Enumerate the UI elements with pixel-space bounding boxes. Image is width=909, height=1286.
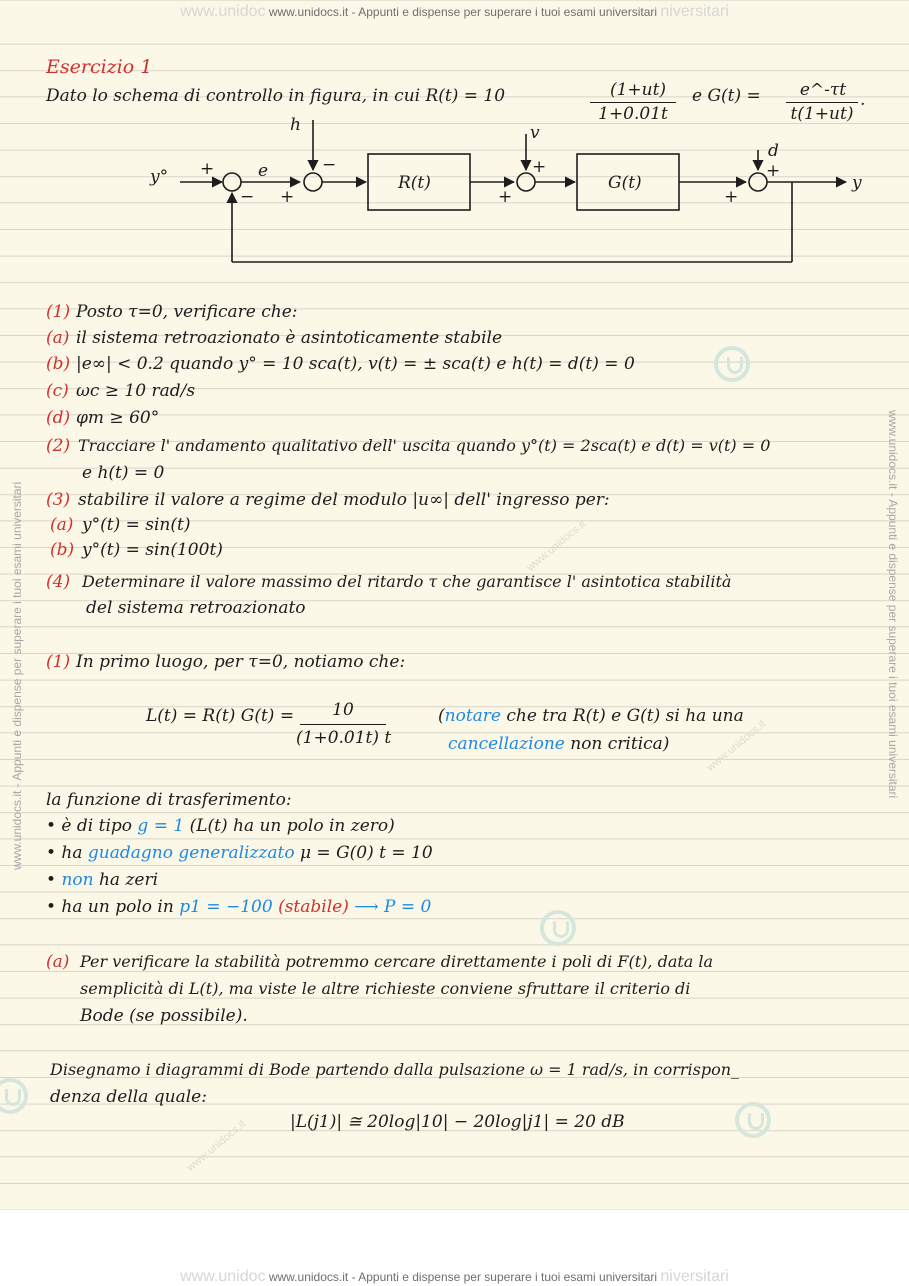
note-rest: che tra R(t) e G(t) si ha una xyxy=(506,706,744,726)
watermark-ghost-right-bottom: niversitari xyxy=(660,1268,729,1285)
watermark-faint: www.unidocs.it xyxy=(704,718,769,774)
bullet-highlight: P = 0 xyxy=(384,897,432,917)
diagram-sign: + xyxy=(724,187,739,207)
watermark-left: www.unidocs.it - Appunti e dispense per superare i tuoi esami universitari xyxy=(10,481,24,870)
bode-text: Disegnamo i diagrammi di Bode partendo dalla pulsazione ω = 1 rad/s, in corrispon_ xyxy=(50,1060,739,1079)
unidocs-logo-icon xyxy=(714,346,750,382)
bullet-zeros xyxy=(46,870,158,890)
diagram-sign: + xyxy=(532,157,547,177)
diagram-sign: − xyxy=(240,187,255,207)
bullet-type xyxy=(46,816,395,836)
unidocs-logo-icon xyxy=(735,1102,771,1138)
question-label: (4) xyxy=(46,572,71,592)
question-label: (b) xyxy=(50,540,75,560)
question-text: e h(t) = 0 xyxy=(82,463,165,483)
bullet-text: • ha xyxy=(46,843,83,863)
solution-text: Bode (se possibile). xyxy=(80,1006,248,1026)
question-label: (b) xyxy=(46,354,71,374)
question-text: il sistema retroazionato è asintoticamente stabile xyxy=(76,328,503,348)
g-numerator: e^-τt xyxy=(799,80,847,100)
question-label: (1) xyxy=(46,302,71,322)
question-label: (d) xyxy=(46,408,71,428)
watermark-top[interactable] xyxy=(0,3,909,21)
question-text: |e∞| < 0.2 quando y° = 10 sca(t), v(t) = ± sca(t) e h(t) = d(t) = 0 xyxy=(76,354,635,374)
watermark-top-text: www.unidocs.it - Appunti e dispense per superare i tuoi esami universitari xyxy=(268,5,658,19)
l-denominator: (1+0.01t) t xyxy=(296,728,392,748)
note-line2 xyxy=(448,734,669,754)
intro-period: . xyxy=(860,90,866,110)
arrow-icon: ⟶ xyxy=(354,897,379,917)
watermark-faint: www.unidocs.it xyxy=(184,1118,249,1174)
watermark-ghost-left-bottom: www.unidoc xyxy=(180,1268,266,1285)
bullet-highlight: g = 1 xyxy=(137,816,185,836)
r-fraction-bar xyxy=(590,102,676,103)
bullet-gain xyxy=(46,843,433,863)
diagram-d-label: d xyxy=(768,141,779,161)
watermark-ghost-left: www.unidoc xyxy=(180,3,266,20)
solution-text: Per verificare la stabilità potremmo cercare direttamente i poli di F(t), data la xyxy=(80,952,714,971)
intro-and: e G(t) = xyxy=(692,86,761,106)
note-line1 xyxy=(438,706,744,726)
l-equation: L(t) = R(t) G(t) = xyxy=(146,706,295,726)
question-text: φm ≥ 60° xyxy=(76,408,160,428)
question-text: stabilire il valore a regime del modulo |u∞| dell' ingresso per: xyxy=(78,490,610,510)
solution-label: (a) xyxy=(46,952,70,972)
r-denominator: 1+0.01t xyxy=(598,104,668,124)
l-fraction-bar xyxy=(300,724,386,725)
g-denominator: t(1+ut) xyxy=(790,104,854,124)
bullet-highlight: non xyxy=(61,870,94,890)
diagram-input-label: y° xyxy=(150,167,169,187)
solution-text: semplicità di L(t), ma viste le altre richieste conviene sfruttare il criterio di xyxy=(80,979,691,998)
note-rest: non critica) xyxy=(570,734,670,754)
diagram-sign: + xyxy=(498,187,513,207)
diagram-block-r: R(t) xyxy=(398,173,431,193)
question-text: y°(t) = sin(100t) xyxy=(82,540,223,560)
question-label: (c) xyxy=(46,381,69,401)
question-text: ωc ≥ 10 rad/s xyxy=(76,381,196,401)
bullet-highlight: guadagno generalizzato xyxy=(87,843,295,863)
bullet-text: • ha un polo in xyxy=(46,897,174,917)
intro-text: Dato lo schema di controllo in figura, in cui R(t) = 10 xyxy=(46,86,506,106)
diagram-block-g: G(t) xyxy=(608,173,642,193)
question-text: Tracciare l' andamento qualitativo dell' uscita quando y°(t) = 2sca(t) e d(t) = v(t) = 0 xyxy=(78,436,771,455)
bullet-highlight: p1 = −100 xyxy=(179,897,273,917)
bullet-text: ha zeri xyxy=(98,870,159,890)
question-label: (a) xyxy=(46,328,70,348)
diagram-output-label: y xyxy=(852,173,862,193)
question-text: del sistema retroazionato xyxy=(86,598,306,618)
bullet-text: μ = G(0) t = 10 xyxy=(299,843,433,863)
diagram-sign: + xyxy=(766,161,781,181)
watermark-bottom-text: www.unidocs.it - Appunti e dispense per superare i tuoi esami universitari xyxy=(268,1270,658,1284)
question-text: Determinare il valore massimo del ritardo τ che garantisce l' asintotica stabilità xyxy=(82,572,732,591)
diagram-h-label: h xyxy=(290,115,301,135)
solution-label: (1) xyxy=(46,652,71,672)
watermark-ghost-right: niversitari xyxy=(660,3,729,20)
question-label: (3) xyxy=(46,490,71,510)
solution-text: In primo luogo, per τ=0, notiamo che: xyxy=(76,652,406,672)
bullet-red: (stabile) xyxy=(278,897,349,917)
watermark-faint: www.unidocs.it xyxy=(524,518,589,574)
g-fraction-bar xyxy=(786,102,858,103)
tf-intro: la funzione di trasferimento: xyxy=(46,790,292,810)
note-highlight: cancellazione xyxy=(448,734,565,754)
unidocs-logo-icon xyxy=(540,910,576,946)
diagram-sign: + xyxy=(200,159,215,179)
question-label: (a) xyxy=(50,515,74,535)
diagram-v-label: v xyxy=(530,123,540,143)
watermark-bottom[interactable] xyxy=(0,1268,909,1286)
question-text: Posto τ=0, verificare che: xyxy=(76,302,298,322)
question-label: (2) xyxy=(46,436,71,456)
bode-equation: |L(j1)| ≅ 20log|10| − 20log|j1| = 20 dB xyxy=(290,1112,625,1132)
l-numerator: 10 xyxy=(332,700,354,720)
bullet-text: • è di tipo xyxy=(46,816,133,836)
watermark-right: www.unidocs.it - Appunti e dispense per superare i tuoi esami universitari xyxy=(886,410,900,799)
diagram-sign: − xyxy=(322,155,337,175)
bullet-pole xyxy=(46,897,431,917)
block-diagram xyxy=(0,110,909,280)
diagram-error-label: e xyxy=(258,161,269,181)
exercise-title: Esercizio 1 xyxy=(46,56,153,78)
diagram-sign: + xyxy=(280,187,295,207)
note-open: ( xyxy=(438,706,445,726)
note-highlight: notare xyxy=(444,706,501,726)
question-text: y°(t) = sin(t) xyxy=(82,515,191,535)
r-numerator: (1+ut) xyxy=(609,80,667,100)
bode-text: denza della quale: xyxy=(50,1087,207,1107)
bullet-text: • xyxy=(46,870,57,890)
bullet-text: (L(t) ha un polo in zero) xyxy=(189,816,395,836)
